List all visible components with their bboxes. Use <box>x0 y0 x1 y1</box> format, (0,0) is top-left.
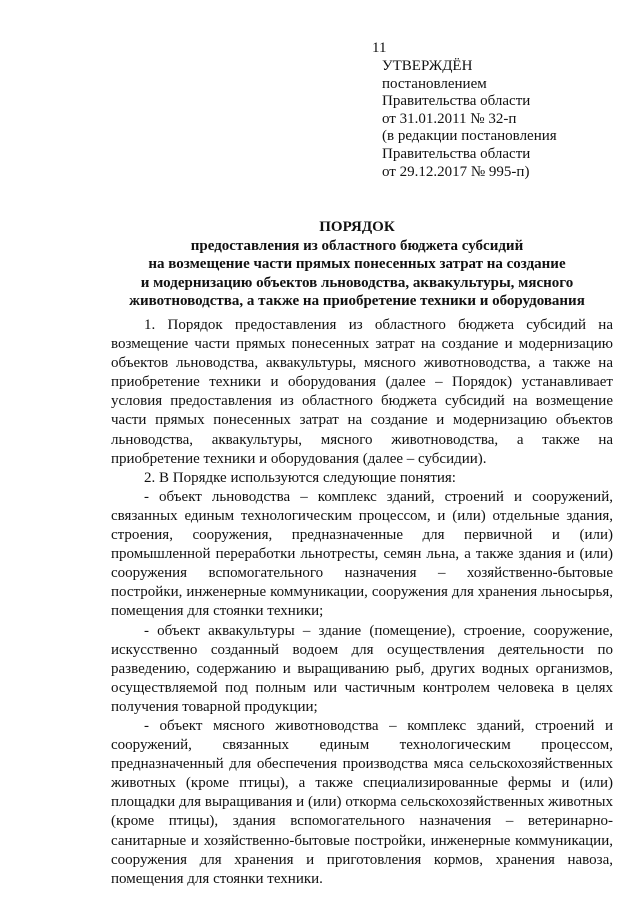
paragraph-1: 1. Порядок предоставления из областного бюджета субсидий на возмещение части прямых понесенных затрат на создание и модернизацию объектов льноводства, аквакультуры, мясного животноводства, а также на приобретение техники и оборудования (далее – Порядок) устанавливает условия предоставления из областного бюджета субсидий на возмещение части прямых понесенных затрат на создание и модернизацию объектов льноводства, аквакультуры, мясного животноводства, а также на приобретение техники и оборудования (далее – субсидии). <box>111 317 613 467</box>
approval-line: Правительства области <box>382 145 531 162</box>
title-subtitle-line: на возмещение части прямых понесенных затрат на создание <box>148 256 566 273</box>
approval-line: УТВЕРЖДЁН <box>382 58 473 74</box>
definition-flax: - объект льноводства – комплекс зданий, строений и сооружений, связанных единым технологическим процессом, и (или) отдельные здания, строения, сооружения, предназначенные для первичной и (или) промышленной переработки льнотресты, семян льна, а также здания и (или) сооружения вспомогательного назначения – хозяйственно-бытовые постройки, инженерные коммуникации, сооружения для хранения льносырья, помещения для стоянки техники; <box>111 488 613 620</box>
paragraph-2: 2. В Порядке используются следующие понятия: <box>144 469 456 486</box>
title-subtitle-line: предоставления из областного бюджета субсидий <box>190 237 524 254</box>
definition-meat-livestock: - объект мясного животноводства – комплекс зданий, строений и сооружений, связанных единым технологическим процессом, предназначенный для обеспечения производства мяса сельскохозяйственных животных (кроме птицы), а также специализированные фермы и (или) площадки для выращивания и (или) откорма сельскохозяйственных животных (кроме птицы), здания вспомогательного назначения – ветеринарно-санитарные и хозяйственно-бытовые постройки, инженерные коммуникации, сооружения для хранения и приготовления кормов, хранения навоза, помещения для стоянки техники. <box>111 717 613 887</box>
approval-line: от 31.01.2011 № 32-п <box>382 110 517 127</box>
page-number: 11 <box>372 40 387 56</box>
document-body <box>111 316 613 889</box>
approval-stamp <box>382 58 622 181</box>
approval-line: (в редакции постановления <box>382 128 557 145</box>
title-heading: ПОРЯДОК <box>319 219 395 235</box>
title-subtitle-line: и модернизацию объектов льноводства, аквакультуры, мясного <box>140 274 574 291</box>
approval-line: постановлением <box>382 75 487 92</box>
title-subtitle-line: животноводства, а также на приобретение техники и оборудования <box>129 293 585 310</box>
approval-line: от 29.12.2017 № 995-п) <box>382 163 530 180</box>
approval-line: Правительства области <box>382 93 531 110</box>
document-title <box>100 218 614 311</box>
definition-aquaculture: - объект аквакультуры – здание (помещение), строение, сооружение, искусственно созданный водоем для осуществления деятельности по разведению, содержанию и выращиванию рыб, других водных организмов, осуществляемой под полным или частичным контролем человека в целях получения товарной продукции; <box>111 622 613 715</box>
